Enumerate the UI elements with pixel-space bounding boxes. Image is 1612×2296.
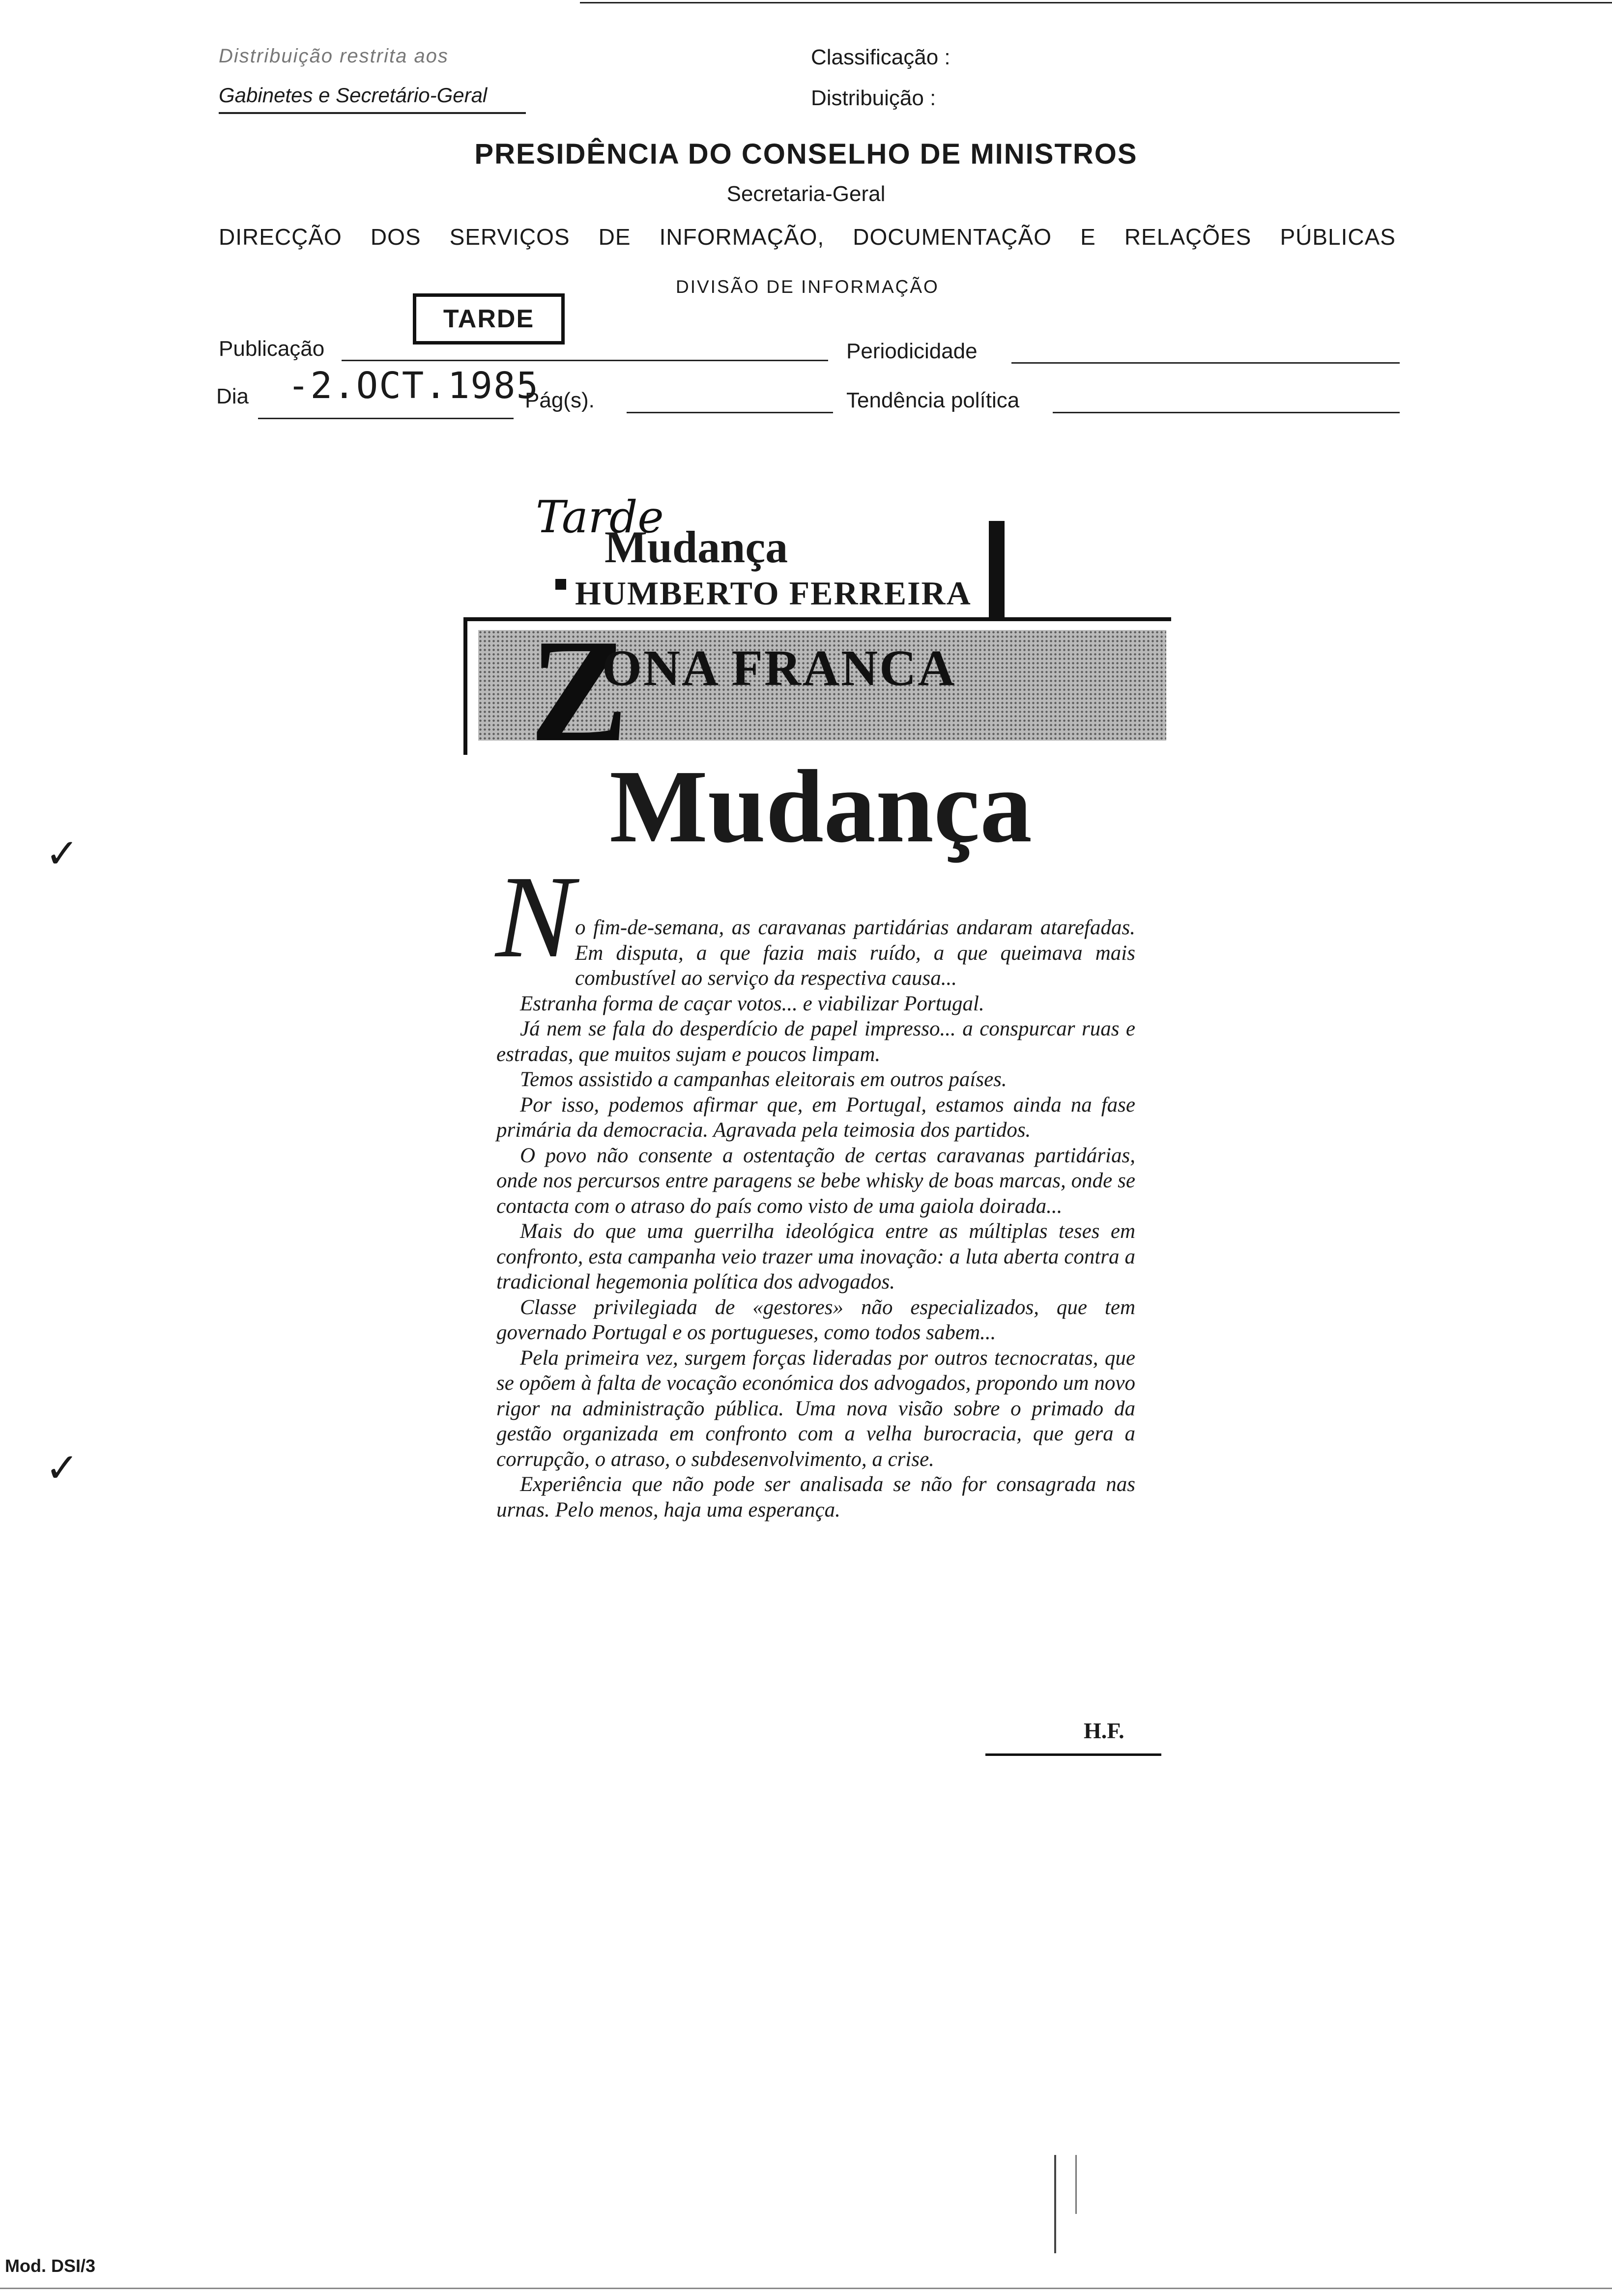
article-paragraph: Estranha forma de caçar votos... e viabilizar Portugal. [520,992,984,1015]
tendencia-field-line [1053,412,1400,413]
direccao-word: DOCUMENTAÇÃO [853,224,1052,250]
article-paragraph: Experiência que não pode ser analisada se não for consagrada nas urnas. Pelo menos, haja uma esperança. [496,1473,1135,1521]
clipping-author [555,574,972,613]
pags-label: Pág(s). [525,388,595,412]
article-paragraph: Classe privilegiada de «gestores» não especializados, que tem governado Portugal e os portugueses, como todos sabem... [496,1295,1135,1344]
tendencia-label: Tendência política [846,388,1020,412]
direccao-word: RELAÇÕES [1124,224,1252,250]
column-banner-title: ONA FRANCA [602,640,956,696]
direccao-word: DIRECÇÃO [219,224,342,250]
tarde-stamp: TARDE [413,293,565,344]
article-paragraph: Pela primeira vez, surgem forças lideradas por outros tecnocratas, que se opõem à falta de vocação económica dos advogados, propondo um novo rigor na administração pública. Uma nova visão sobre o primado da gestão organizada em confronto com a velha burocracia, que gera a corrupção, o atraso, o subdesenvolvimento, a crise. [496,1346,1135,1471]
form-code: Mod. DSI/3 [5,2256,96,2276]
article-paragraph: O povo não consente a ostentação de certas caravanas partidárias, onde nos percursos entre paragens se bebe whisky de boas marcas, onde se contacta com o atraso do país como visto de uma gaiola doirada... [496,1144,1135,1218]
publicacao-label: Publicação [219,337,325,361]
pags-field-line [627,412,833,413]
date-stamp: -2.OCT.1985 [288,365,540,407]
article-signature: H.F. [1084,1718,1124,1743]
article-paragraph: Por isso, podemos afirmar que, em Portugal, estamos ainda na fase primária da democracia. Agravada pela teimosia dos partidos. [496,1093,1135,1142]
vertical-bar-mark [989,521,1005,619]
author-name: HUMBERTO FERREIRA [575,574,972,612]
publicacao-field-line [342,360,828,361]
cabinet-recipients: Gabinetes e Secretário-Geral [219,84,488,107]
check-mark-icon: ✓ [45,1446,79,1491]
direccao-word: SERVIÇOS [449,224,570,250]
direccao-word: E [1080,224,1096,250]
scan-artifact [1054,2155,1056,2253]
handwritten-annotation: Tarde [536,491,664,543]
article-paragraph: Mais do que uma guerrilha ideológica entre as múltiplas teses em confronto, esta campanha veio trazer uma inovação: a luta aberta contra a tradicional hegemonia política dos advogados. [496,1220,1135,1293]
article-body [496,915,1135,1522]
periodicidade-field-line [1011,362,1400,364]
bottom-border-line [0,2288,1612,2289]
periodicidade-label: Periodicidade [846,339,978,363]
clipping-headline: Mudança [604,522,788,572]
direccao-word: DE [598,224,631,250]
scan-artifact [1075,2155,1077,2214]
check-mark-icon: ✓ [45,832,79,876]
distribution-note: Distribuição restrita aos [219,45,449,67]
direccao-word: INFORMAÇÃO, [659,224,825,250]
article-dropcap: N [495,851,575,982]
organization-title: PRESIDÊNCIA DO CONSELHO DE MINISTROS [474,138,1138,170]
divisao-label: DIVISÃO DE INFORMAÇÃO [676,277,939,297]
dia-label: Dia [216,384,249,408]
column-banner-initial: Z [530,609,629,772]
cabinet-underline [219,112,526,114]
dia-field-line [258,418,514,419]
direccao-heading [219,224,1396,250]
distribuicao-label: Distribuição : [811,86,936,110]
direccao-word: DOS [370,224,421,250]
direccao-word: PÚBLICAS [1280,224,1396,250]
secretaria-subtitle: Secretaria-Geral [726,182,886,206]
article-paragraph: Temos assistido a campanhas eleitorais em outros países. [520,1068,1007,1091]
classificacao-label: Classificação : [811,45,950,69]
clipping-frame-left [463,617,467,755]
article-title: Mudança [609,748,1032,864]
signature-rule [985,1753,1161,1756]
article-paragraph: Já nem se fala do desperdício de papel impresso... a conspurcar ruas e estradas, que muitos sujam e poucos limpam. [496,1017,1135,1066]
top-border-line [580,2,1612,3]
article-paragraph: o fim-de-semana, as caravanas partidárias andaram atarefadas. Em disputa, a que fazia mais ruído, a que queimava mais combustível ao serviço da respectiva causa... [575,916,1135,990]
